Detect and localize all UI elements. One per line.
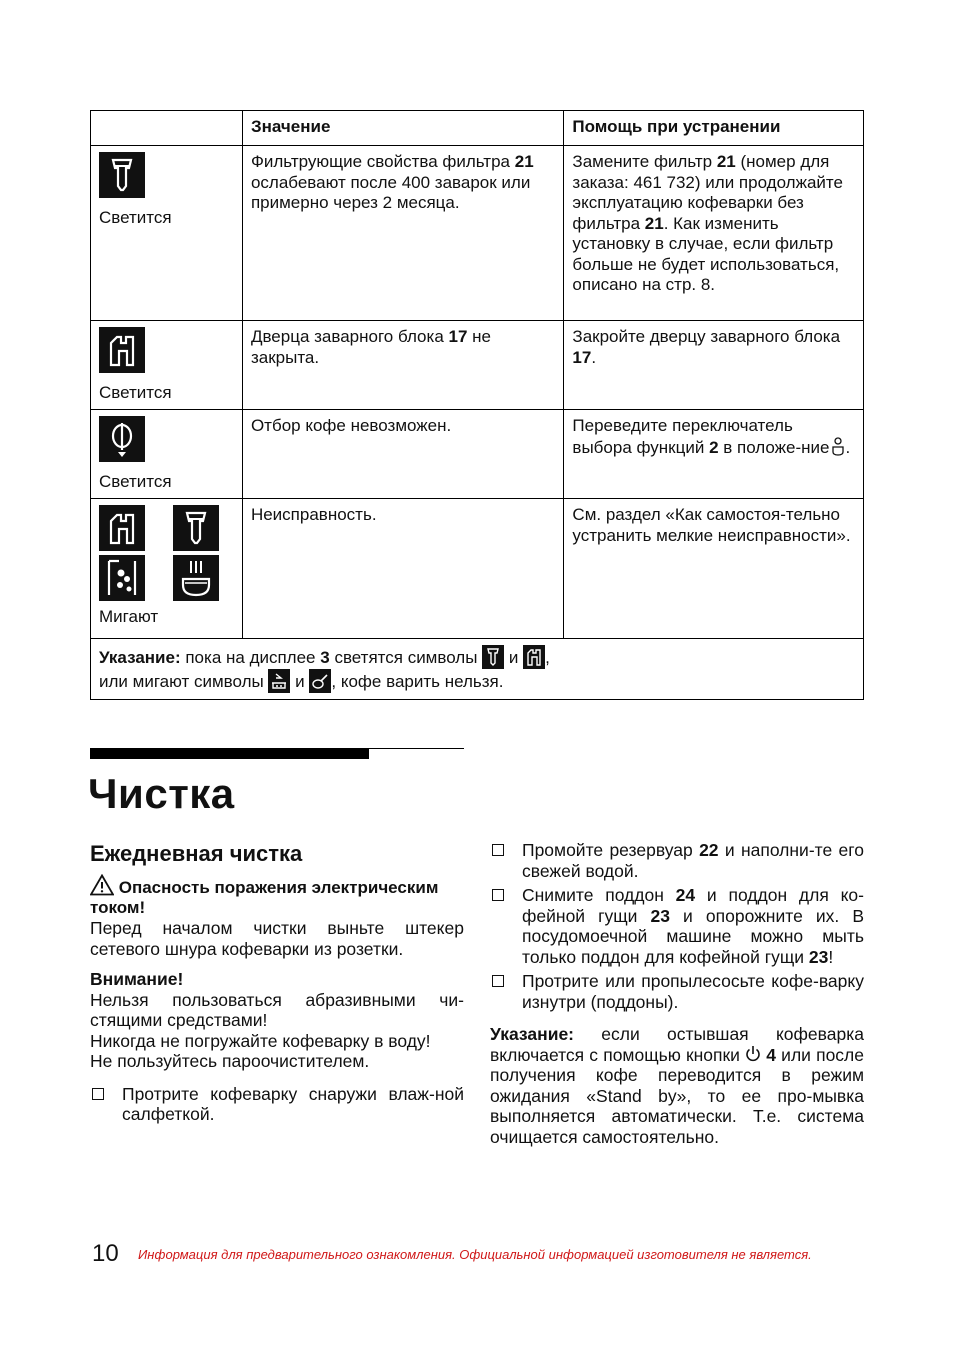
cup-position-icon	[830, 437, 846, 457]
warning-title: Опасность поражения электрическим током!	[90, 878, 439, 917]
part-number: 17	[572, 347, 592, 367]
note-text: и	[504, 648, 524, 667]
meaning-text: не закрыта.	[250, 327, 492, 367]
help-text: Закройте дверцу заварного блока	[572, 327, 841, 346]
checkbox-bullet-icon	[92, 1088, 104, 1100]
note-text: или мигают символы	[99, 672, 269, 691]
help-text: Замените фильтр	[572, 152, 717, 171]
filter-icon	[99, 152, 145, 198]
symbol-cell	[91, 499, 243, 639]
note-text: , кофе варить нельзя.	[331, 672, 504, 691]
part-number: 2	[709, 437, 719, 457]
power-icon	[745, 1045, 761, 1063]
warning-triangle-icon	[90, 874, 114, 896]
note-text: пока на дисплее	[180, 648, 321, 667]
list-item	[490, 840, 864, 881]
table-row	[91, 146, 864, 321]
list-item-text: и опорожните их. В посудомоечной машине можно мыть только поддон для кофейной гущи	[522, 905, 864, 967]
meaning-text: ослабевают после 400 заварок или примерно через 2 месяца.	[250, 172, 531, 212]
help-cell	[564, 499, 864, 639]
list-item-text: Снимите поддон	[522, 885, 676, 905]
left-bullet-list	[90, 1084, 464, 1125]
checkbox-bullet-icon	[492, 975, 504, 987]
help-cell	[564, 410, 864, 499]
list-item-text: Промойте резервуар	[522, 840, 700, 860]
selector-icon	[99, 416, 145, 462]
right-bullet-list	[490, 840, 864, 1012]
help-text: .	[845, 437, 851, 457]
section-rule-thick	[90, 749, 369, 759]
meaning-text: Отбор кофе невозможен.	[250, 416, 452, 435]
page-number: 10	[92, 1240, 119, 1267]
part-number: 4	[766, 1044, 777, 1065]
help-cell	[564, 146, 864, 321]
descale-mini-icon	[268, 669, 290, 693]
symbol-state: Светится	[99, 382, 172, 402]
note-text: ,	[545, 648, 550, 667]
table-row	[91, 499, 864, 639]
steam-nozzle-icon	[99, 555, 145, 601]
subsection-title: Ежедневная чистка	[90, 841, 303, 866]
list-item-text: Протрите или пропылесосьте кофе-варку изнутри (поддоны).	[522, 971, 864, 1012]
clean-mini-icon	[309, 669, 331, 693]
part-number: 21	[514, 152, 534, 171]
symbol-state: Светится	[99, 207, 172, 227]
meaning-text: Фильтрующие свойства фильтра	[250, 152, 515, 171]
attention-line: Не пользуйтесь пароочистителем.	[90, 1051, 370, 1071]
meaning-cell	[242, 321, 563, 410]
table-header-row	[91, 111, 864, 146]
header-meaning: Значение	[242, 111, 563, 146]
table-note-row	[91, 639, 864, 700]
display-symbols-table	[90, 110, 864, 700]
meaning-cell	[242, 499, 563, 639]
attention-line: Никогда не погружайте кофеварку в воду!	[90, 1030, 431, 1051]
part-number: 23	[650, 905, 670, 926]
header-empty-cell	[91, 111, 243, 146]
meaning-cell	[242, 146, 563, 321]
part-number: 3	[320, 648, 330, 667]
table-note	[91, 639, 864, 700]
part-number: 21	[644, 213, 664, 233]
filter-icon	[173, 505, 219, 551]
part-number: 22	[699, 840, 719, 860]
table-row	[91, 321, 864, 410]
cleaning-note	[490, 1024, 864, 1147]
list-item-text: !	[828, 946, 834, 967]
list-item-text: и поддон для ко-фейной гущи	[522, 885, 864, 926]
attention-line: Нельзя пользоваться абразивными чи-стящими средствами!	[90, 989, 464, 1030]
note-text: и	[290, 672, 310, 691]
door-mini-icon	[523, 645, 545, 669]
checkbox-bullet-icon	[492, 889, 504, 901]
symbol-cell	[91, 410, 243, 499]
door-icon	[99, 505, 145, 551]
attention-label: Внимание!	[90, 969, 184, 989]
left-column	[90, 840, 464, 1125]
part-number: 21	[716, 152, 736, 171]
checkbox-bullet-icon	[492, 844, 504, 856]
symbol-cell	[91, 146, 243, 321]
part-number: 23	[808, 946, 829, 967]
section-title: Чистка	[88, 770, 235, 817]
note-label: Указание:	[490, 1024, 575, 1044]
help-text: (номер для заказа: 461 732) или продолжайте эксплуатацию кофеварки без фильтра	[572, 152, 843, 233]
note-text: светятся символы	[329, 648, 483, 667]
filter-mini-icon	[482, 645, 504, 669]
symbol-state: Светится	[99, 471, 172, 491]
list-item	[490, 971, 864, 1012]
symbol-state: Мигают	[99, 607, 159, 626]
part-number: 24	[675, 885, 696, 905]
list-item-text: Протрите кофеварку снаружи влаж-ной салфеткой.	[122, 1083, 464, 1124]
help-text: .	[591, 347, 597, 367]
help-text: Переведите переключатель выбора функций	[572, 416, 793, 457]
help-cell	[564, 321, 864, 410]
header-help: Помощь при устранении	[564, 111, 864, 146]
list-item	[490, 885, 864, 967]
footer-disclaimer: Информация для предварительного ознакомления. Официальной информацией изготовителя не является.	[138, 1247, 812, 1262]
door-icon	[99, 327, 145, 373]
electric-warning	[90, 874, 464, 918]
meaning-text: Неисправность.	[250, 505, 377, 524]
note-text: или после получения кофе переводится в режим ожидания «Stand by», то ее про-мывка выполняется автоматически. Т.е. система очищается самостоятельно.	[490, 1044, 864, 1147]
note-text: если остывшая кофеварка включается с помощью кнопки	[490, 1024, 864, 1065]
part-number: 17	[448, 327, 468, 346]
help-text: См. раздел «Как самостоя-тельно устранить мелкие неисправности».	[572, 505, 851, 545]
warning-text: Перед началом чистки выньте штекер сетевого шнура кофеварки из розетки.	[90, 918, 464, 959]
meaning-text: Дверца заварного блока	[250, 327, 449, 346]
list-item	[90, 1084, 464, 1125]
blinking-icons	[99, 505, 234, 601]
help-text: . Как изменить установку в случае, если фильтр больше не будет использоваться, описано на стр. 8.	[572, 213, 840, 294]
help-text: в положе-ние	[718, 437, 830, 457]
note-label: Указание:	[99, 648, 181, 667]
list-item-text: и наполни-те его свежей водой.	[522, 840, 864, 881]
symbol-cell	[91, 321, 243, 410]
meaning-cell	[242, 410, 563, 499]
table-row	[91, 410, 864, 499]
coffee-cup-icon	[173, 555, 219, 601]
right-column	[490, 840, 864, 1147]
